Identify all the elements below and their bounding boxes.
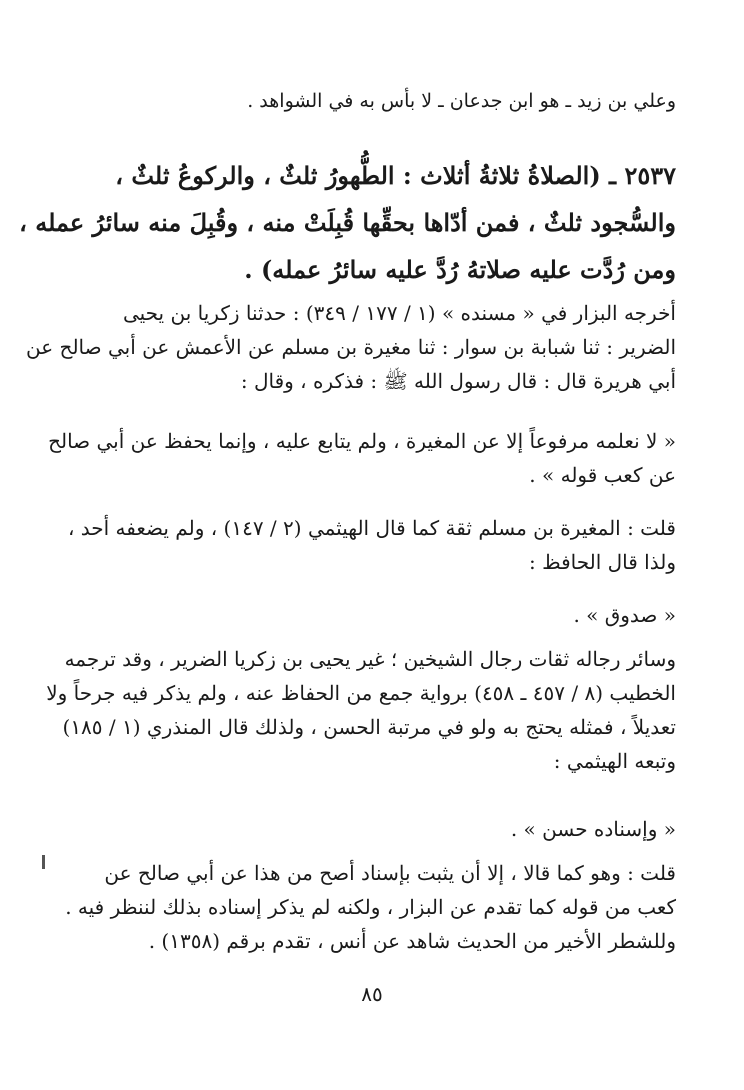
margin-mark — [42, 855, 45, 869]
text-line: « لا نعلمه مرفوعاً إلا عن المغيرة ، ولم يتابع عليه ، وإنما يحفظ عن أبي صالح — [48, 429, 676, 453]
text-line: كعب من قوله كما تقدم عن البزار ، ولكنه لم يذكر إسناده بذلك لننظر فيه . — [65, 895, 676, 919]
text-line: قلت : وهو كما قالا ، إلا أن يثبت بإسناد أصح من هذا عن أبي صالح عن — [104, 861, 676, 885]
text-line: وتبعه الهيثمي : — [553, 749, 676, 773]
text-line: ولذا قال الحافظ : — [528, 550, 676, 574]
narrators-paragraph — [46, 642, 676, 778]
text-line: أخرجه البزار في « مسنده » (١ / ١٧٧ / ٣٤٩) : حدثنا زكريا بن يحيى — [122, 301, 676, 325]
text-line: الخطيب (٨ / ٤٥٧ ـ ٤٥٨) برواية جمع من الحفاظ عنه ، ولم يذكر فيه جرحاً ولا — [46, 681, 676, 705]
text-line: الضرير : ثنا شبابة بن سوار : ثنا مغيرة بن مسلم عن الأعمش عن أبي صالح عن — [26, 335, 676, 359]
text-line: أبي هريرة قال : قال رسول الله ﷺ : فذكره ، وقال : — [240, 369, 676, 393]
text-line: تعديلاً ، فمثله يحتج به ولو في مرتبة الحسن ، ولذلك قال المنذري (١ / ١٨٥) — [62, 715, 676, 739]
hafiz-quote — [70, 598, 676, 632]
isnad-quote — [70, 812, 676, 846]
hadith-line: ومن رُدَّت عليه صلاتهُ رُدَّ عليه سائرُ عمله) . — [244, 255, 676, 284]
hadith-text — [19, 152, 676, 293]
intro-line — [70, 84, 676, 118]
text-line: قلت : المغيرة بن مسلم ثقة كما قال الهيثمي (٢ / ١٤٧) ، ولم يضعفه أحد ، — [67, 516, 676, 540]
text-line: وعلي بن زيد ـ هو ابن جدعان ـ لا بأس به في الشواهد . — [247, 90, 676, 112]
text-line: « صدوق » . — [573, 603, 676, 627]
page-number: ٨٥ — [361, 982, 383, 1006]
text-line: وسائر رجاله ثقات رجال الشيخين ؛ غير يحيى بن زكريا الضرير ، وقد ترجمه — [64, 647, 676, 671]
text-line: عن كعب قوله » . — [529, 463, 676, 487]
takhrij-paragraph — [26, 296, 676, 398]
bazzar-quote — [48, 424, 676, 492]
comment-paragraph — [67, 511, 676, 579]
text-line: وللشطر الأخير من الحديث شاهد عن أنس ، تقدم برقم (١٣٥٨) . — [148, 929, 676, 953]
text-line: « وإسناده حسن » . — [510, 817, 676, 841]
hadith-line: والسُّجود ثلثٌ ، فمن أدّاها بحقِّها قُبِلَتْ منه ، وقُبِلَ منه سائرُ عمله ، — [19, 208, 676, 237]
hadith-line: ٢٥٣٧ ـ (الصلاةُ ثلاثةُ أثلاث : الطُّهورُ ثلثٌ ، والركوعُ ثلثٌ ، — [115, 161, 676, 190]
conclusion-paragraph — [65, 856, 676, 958]
